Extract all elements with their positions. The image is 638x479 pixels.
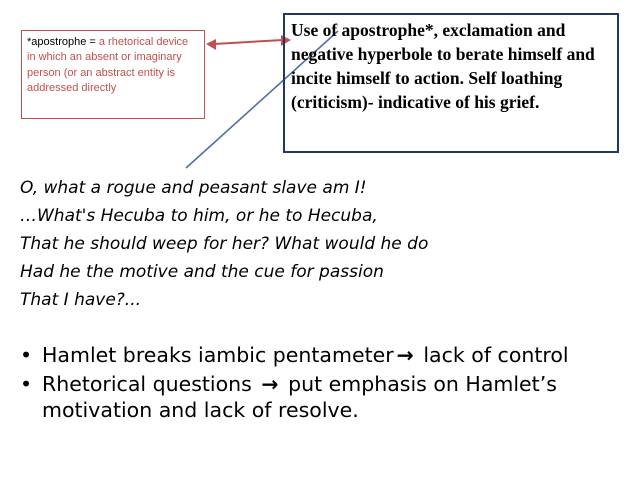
quote-line: That he should weep for her? What would he do <box>20 234 429 254</box>
bullet-list <box>20 342 620 426</box>
quote-line: Had he the motive and the cue for passion <box>20 262 384 282</box>
definition-text: a rhetorical device in which an absent or imaginary person (or an abstract entity is addressed directly <box>27 36 189 95</box>
bullet-text: put emphasis on Hamlet’s motivation and lack of resolve. <box>42 372 557 422</box>
arrow-connector-line <box>214 40 283 44</box>
analysis-text: Use of apostrophe*, exclamation and negative hyperbole to berate himself and incite himself to action. Self loathing (criticism)- indicative of his grief. <box>291 20 595 112</box>
arrow-head-left <box>206 39 216 50</box>
quote-line: O, what a rogue and peasant slave am I! <box>20 178 367 198</box>
bullet-text: Hamlet breaks iambic pentameter <box>42 343 394 367</box>
bullet-text: Rhetorical questions <box>42 372 259 396</box>
bullet-dot-icon: • <box>20 343 33 367</box>
bullet-text: lack of control <box>416 343 569 367</box>
apostrophe-definition-box <box>21 30 205 119</box>
right-arrow-icon: → <box>261 372 279 396</box>
definition-term: *apostrophe = <box>27 36 99 48</box>
quote-block <box>20 174 620 314</box>
quote-line: That I have?... <box>20 290 142 310</box>
analysis-box <box>283 13 619 153</box>
bullet-item-rhetorical-questions <box>20 371 620 423</box>
right-arrow-icon: → <box>396 343 414 367</box>
quote-line: …What's Hecuba to him, or he to Hecuba, <box>20 206 378 226</box>
bullet-dot-icon: • <box>20 372 33 396</box>
bullet-item-pentameter <box>20 342 620 368</box>
